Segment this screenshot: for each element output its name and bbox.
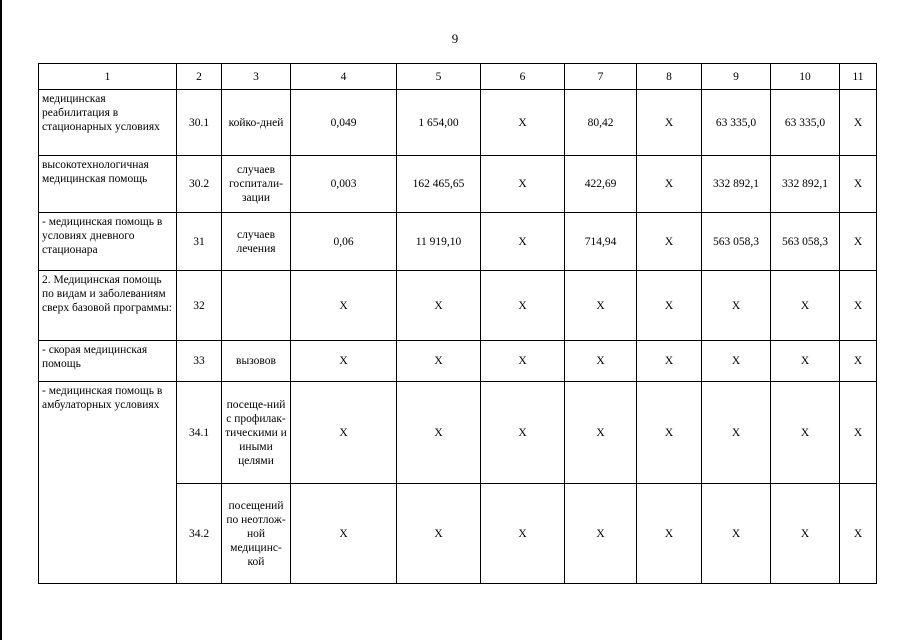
table-cell: X [481,156,565,213]
table-cell: X [481,341,565,382]
column-header: 5 [397,64,481,90]
table-cell: X [565,382,637,484]
row-code: 30.1 [177,90,222,156]
table-cell: 563 058,3 [771,213,840,271]
row-name: - медицинская помощь в амбулаторных условиях [39,382,177,584]
row-unit: случаев лечения [222,213,291,271]
table-row [39,156,877,213]
table-cell: X [637,484,702,584]
table-cell: X [702,271,771,341]
row-code: 31 [177,213,222,271]
table-cell: 422,69 [565,156,637,213]
row-code: 34.1 [177,382,222,484]
table-row [39,382,877,484]
table-cell: X [840,90,877,156]
row-unit: вызовов [222,341,291,382]
table-cell: 1 654,00 [397,90,481,156]
table-cell: X [702,484,771,584]
row-code: 32 [177,271,222,341]
table-row [39,90,877,156]
table-cell: 0,003 [291,156,397,213]
table-cell: X [481,484,565,584]
row-code: 30.2 [177,156,222,213]
column-header: 7 [565,64,637,90]
table-cell: X [637,341,702,382]
table-cell: X [702,382,771,484]
table-cell: X [565,484,637,584]
column-header: 1 [39,64,177,90]
column-header: 11 [840,64,877,90]
table-cell: X [840,382,877,484]
row-unit [222,271,291,341]
table-cell: X [771,382,840,484]
row-name: медицинская реабилитация в стационарных условиях [39,90,177,156]
table-cell: X [291,484,397,584]
table-cell: X [397,382,481,484]
table-cell: 80,42 [565,90,637,156]
table-cell: X [771,341,840,382]
table-cell: 332 892,1 [702,156,771,213]
row-name: - скорая медицинская помощь [39,341,177,382]
row-code: 34.2 [177,484,222,584]
row-unit: посеще-ний с профилак-тическими и иными целями [222,382,291,484]
table-cell: 0,049 [291,90,397,156]
table-cell: X [291,341,397,382]
row-name: высокотехнологичная медицинская помощь [39,156,177,213]
table-cell: X [481,213,565,271]
table-cell: X [771,271,840,341]
statistics-table [38,63,877,584]
table-cell: X [397,484,481,584]
table-cell: X [397,271,481,341]
table-cell: X [397,341,481,382]
column-header: 8 [637,64,702,90]
column-header: 4 [291,64,397,90]
table-cell: X [565,341,637,382]
table-row [39,213,877,271]
row-name: 2. Медицинская помощь по видам и заболеваниям сверх базовой программы: [39,271,177,341]
table-row [39,271,877,341]
table-cell: X [565,271,637,341]
column-header: 2 [177,64,222,90]
column-number-header-row [39,64,877,90]
table-cell: X [481,382,565,484]
row-code: 33 [177,341,222,382]
table-cell: X [840,271,877,341]
row-unit: посещений по неотлож-ной медицинс-кой [222,484,291,584]
table-cell: X [291,382,397,484]
table-cell: 0,06 [291,213,397,271]
table-cell: X [771,484,840,584]
table-cell: 162 465,65 [397,156,481,213]
table-cell: X [840,213,877,271]
table-cell: 63 335,0 [771,90,840,156]
table-cell: 563 058,3 [702,213,771,271]
table-cell: X [637,213,702,271]
table-cell: X [840,484,877,584]
page-left-edge-rule [0,0,2,640]
table-cell: 714,94 [565,213,637,271]
column-header: 10 [771,64,840,90]
column-header: 9 [702,64,771,90]
column-header: 6 [481,64,565,90]
table-cell: X [702,341,771,382]
table-cell: X [840,341,877,382]
table-cell: X [840,156,877,213]
page-number: 9 [451,31,459,46]
row-name: - медицинская помощь в условиях дневного стационара [39,213,177,271]
table-cell: 332 892,1 [771,156,840,213]
table-cell: X [637,90,702,156]
table-cell: X [637,382,702,484]
table-cell: X [481,271,565,341]
row-unit: койко-дней [222,90,291,156]
row-unit: случаев госпитали-зации [222,156,291,213]
table-cell: X [291,271,397,341]
table-cell: X [637,271,702,341]
table-cell: 63 335,0 [702,90,771,156]
column-header: 3 [222,64,291,90]
table-row [39,341,877,382]
table-cell: X [481,90,565,156]
table-cell: X [637,156,702,213]
table-cell: 11 919,10 [397,213,481,271]
